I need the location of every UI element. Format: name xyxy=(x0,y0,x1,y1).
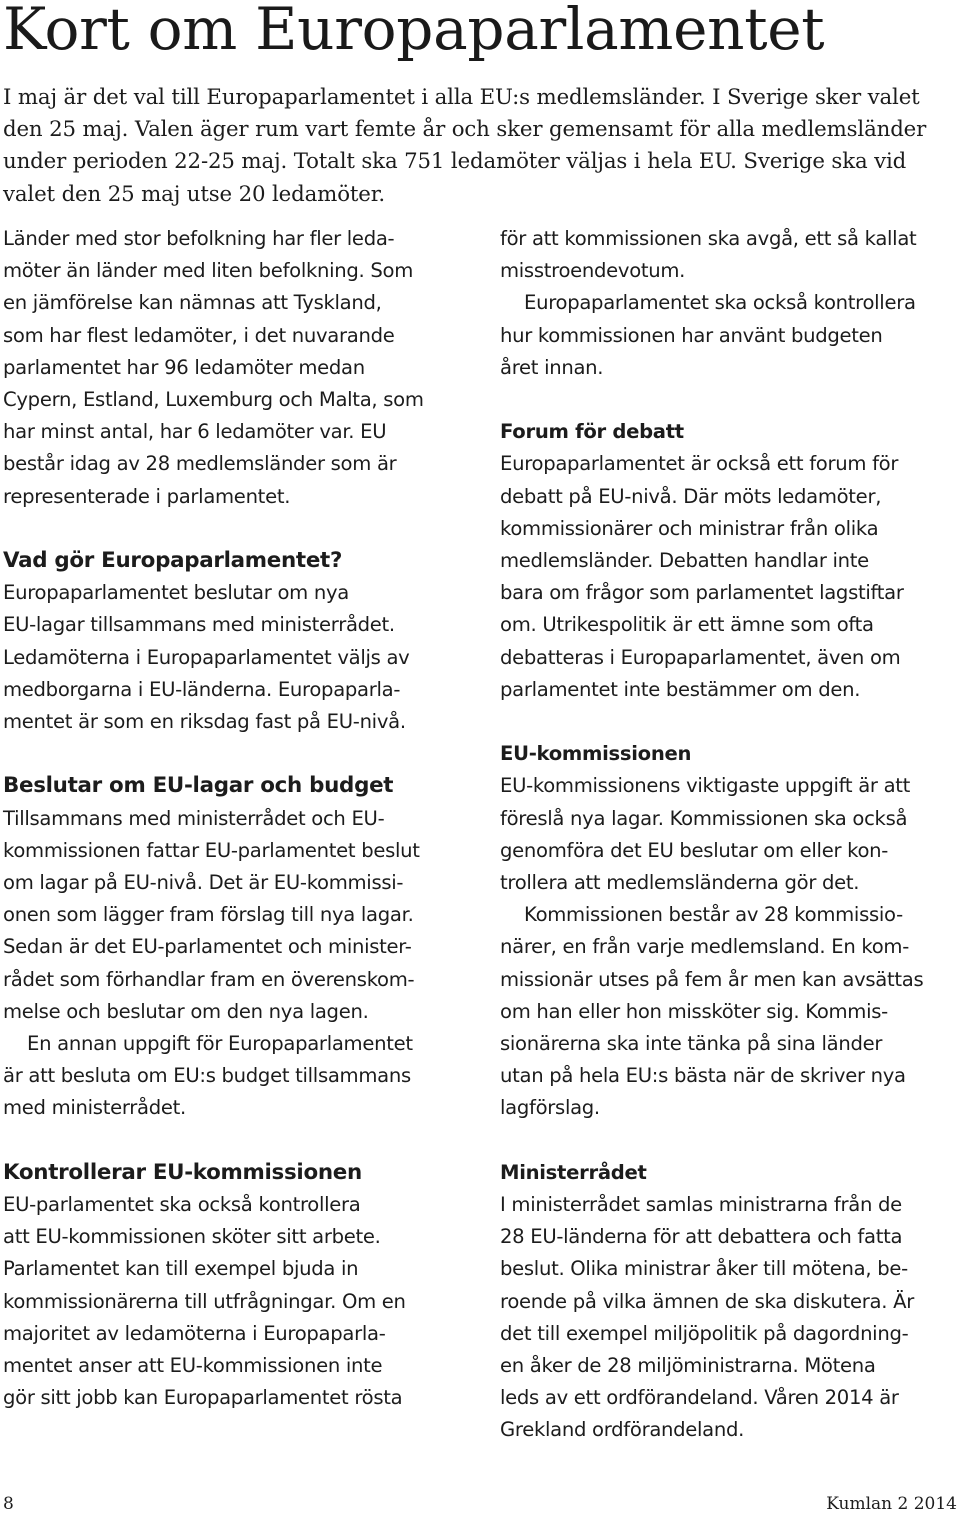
text-line: beslut. Olika ministrar åker till mötena, be- xyxy=(500,1257,908,1281)
text-line: är att besluta om EU:s budget tillsammans xyxy=(3,1064,411,1088)
text-line: lagförslag. xyxy=(500,1096,600,1120)
text-line: som har flest ledamöter, i det nuvarande xyxy=(3,323,395,347)
text-line: mentet anser att EU-kommissionen inte xyxy=(3,1354,383,1378)
text-line: året innan. xyxy=(500,355,604,379)
text-line: Europaparlamentet är också ett forum för xyxy=(500,452,899,476)
text-line: mentet är som en riksdag fast på EU-nivå. xyxy=(3,710,406,734)
text-line: om han eller hon missköter sig. Kommis- xyxy=(500,999,888,1023)
paragraph-commissioners xyxy=(500,899,955,1124)
text-line: har minst antal, har 6 ledamöter var. EU xyxy=(3,420,387,444)
text-line: trollera att medlemsländerna gör det. xyxy=(500,871,860,895)
text-line: medlemsländer. Debatten handlar inte xyxy=(500,549,869,573)
text-line: för att kommissionen ska avgå, ett så kallat xyxy=(500,227,917,250)
heading-forum: Forum för debatt xyxy=(500,420,684,444)
text-line: EU-lagar tillsammans med ministerrådet. xyxy=(3,613,395,637)
text-line: kommissionärerna till utfrågningar. Om en xyxy=(3,1289,406,1313)
intro-line: valet den 25 maj utse 20 ledamöter. xyxy=(3,181,386,207)
text-line: Europaparlamentet beslutar om nya xyxy=(3,581,349,605)
publication-name: Kumlan 2 2014 xyxy=(826,1494,957,1514)
text-line: parlamentet inte bestämmer om den. xyxy=(500,677,861,701)
right-column xyxy=(500,223,955,1447)
text-line: 28 EU-länderna för att debattera och fatta xyxy=(500,1225,903,1249)
text-line: med ministerrådet. xyxy=(3,1096,186,1120)
text-line: debatt på EU-nivå. Där möts ledamöter, xyxy=(500,484,882,508)
text-line: melse och beslutar om den nya lagen. xyxy=(3,999,369,1023)
paragraph-budget xyxy=(3,1028,473,1125)
paragraph-forum xyxy=(500,448,955,706)
text-line: EU-kommissionens viktigaste uppgift är att xyxy=(500,774,911,798)
page-number: 8 xyxy=(3,1494,14,1514)
paragraph-budget-control xyxy=(500,287,955,384)
paragraph-what-does-parliament-do xyxy=(3,577,473,738)
text-line: om. Utrikespolitik är ett ämne som ofta xyxy=(500,613,874,637)
text-line: gör sitt jobb kan Europaparlamentet rösta xyxy=(3,1386,403,1410)
text-line: att EU-kommissionen sköter sitt arbete. xyxy=(3,1225,381,1249)
text-line: majoritet av ledamöterna i Europaparla- xyxy=(3,1321,386,1345)
text-line: missionär utses på fem år men kan avsättas xyxy=(500,967,924,991)
text-line: genomföra det EU beslutar om eller kon- xyxy=(500,838,889,862)
text-line: föreslå nya lagar. Kommissionen ska också xyxy=(500,806,908,830)
paragraph-censure xyxy=(500,223,955,287)
spacer xyxy=(3,1125,473,1157)
text-line: bara om frågor som parlamentet lagstiftar xyxy=(500,581,904,605)
text-line: en jämförelse kan nämnas att Tyskland, xyxy=(3,291,382,315)
text-line: sionärerna ska inte tänka på sina länder xyxy=(500,1032,883,1056)
paragraph-commission-task xyxy=(500,770,955,899)
spacer xyxy=(500,1125,955,1157)
intro-line: den 25 maj. Valen äger rum vart femte år och sker gemensamt för alla medlemsländer xyxy=(3,117,927,143)
text-line: debatteras i Europaparlamentet, även om xyxy=(500,645,901,669)
spacer xyxy=(500,384,955,416)
heading-laws-and-budget: Beslutar om EU-lagar och budget xyxy=(3,773,394,799)
text-line: Länder med stor befolkning har fler leda- xyxy=(3,227,395,250)
text-line: misstroendevotum. xyxy=(500,259,686,283)
text-line: I ministerrådet samlas ministrarna från de xyxy=(500,1193,902,1217)
intro-paragraph xyxy=(3,82,926,211)
text-line: Tillsammans med ministerrådet och EU- xyxy=(3,806,385,830)
intro-line: under perioden 22-25 maj. Totalt ska 751 ledamöter väljas i hela EU. Sverige ska vid xyxy=(3,149,907,175)
text-line: Sedan är det EU-parlamentet och minister- xyxy=(3,935,412,959)
text-line: parlamentet har 96 ledamöter medan xyxy=(3,355,365,379)
text-line: om lagar på EU-nivå. Det är EU-kommissi- xyxy=(3,871,404,895)
paragraph-controls-commission xyxy=(3,1189,473,1414)
text-line: Ledamöterna i Europaparlamentet väljs av xyxy=(3,645,410,669)
text-line: roende på vilka ämnen de ska diskutera. Är xyxy=(500,1289,914,1313)
text-line: EU-parlamentet ska också kontrollera xyxy=(3,1193,361,1217)
text-line: En annan uppgift för Europaparlamentet xyxy=(27,1032,413,1056)
heading-eu-commission: EU-kommissionen xyxy=(500,742,692,766)
text-line: representerade i parlamentet. xyxy=(3,484,291,508)
text-line: Kommissionen består av 28 kommissio- xyxy=(524,903,903,927)
intro-line: I maj är det val till Europaparlamentet i alla EU:s medlemsländer. I Sverige sker valet xyxy=(3,85,920,110)
text-line: onen som lägger fram förslag till nya lagar. xyxy=(3,903,414,927)
text-line: Grekland ordförandeland. xyxy=(500,1418,745,1442)
left-column xyxy=(3,223,473,1414)
spacer xyxy=(3,513,473,545)
paragraph-laws xyxy=(3,803,473,1028)
page-title: Kort om Europaparlamentet xyxy=(3,0,825,63)
text-line: kommissionen fattar EU-parlamentet beslut xyxy=(3,838,420,862)
heading-what-does-parliament-do: Vad gör Europaparlamentet? xyxy=(3,548,343,574)
spacer xyxy=(3,738,473,770)
heading-controls-commission: Kontrollerar EU-kommissionen xyxy=(3,1159,362,1185)
spacer xyxy=(500,706,955,738)
text-line: utan på hela EU:s bästa när de skriver nya xyxy=(500,1064,906,1088)
text-line: närer, en från varje medlemsland. En kom- xyxy=(500,935,909,959)
text-line: Cypern, Estland, Luxemburg och Malta, som xyxy=(3,388,424,412)
text-line: möter än länder med liten befolkning. Som xyxy=(3,259,414,283)
text-line: kommissionärer och ministrar från olika xyxy=(500,516,879,540)
text-line: en åker de 28 miljöministrarna. Mötena xyxy=(500,1354,876,1378)
text-line: hur kommissionen har använt budgeten xyxy=(500,323,883,347)
heading-council: Ministerrådet xyxy=(500,1160,647,1184)
paragraph-council xyxy=(500,1189,955,1447)
text-line: Europaparlamentet ska också kontrollera xyxy=(524,291,916,315)
text-line: Parlamentet kan till exempel bjuda in xyxy=(3,1257,359,1281)
text-line: medborgarna i EU-länderna. Europaparla- xyxy=(3,677,401,701)
text-line: består idag av 28 medlemsländer som är xyxy=(3,452,397,476)
text-line: leds av ett ordförandeland. Våren 2014 är xyxy=(500,1386,899,1410)
text-line: rådet som förhandlar fram en överenskom- xyxy=(3,967,415,991)
paragraph-population xyxy=(3,223,473,513)
text-line: det till exempel miljöpolitik på dagordning- xyxy=(500,1321,909,1345)
